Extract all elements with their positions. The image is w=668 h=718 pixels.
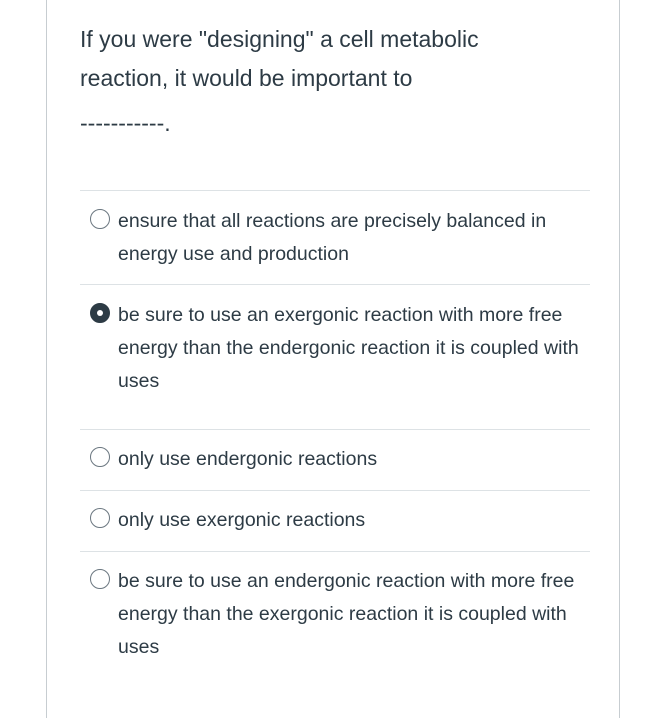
- answer-label: be sure to use an exergonic reaction with more free energy than the endergonic reaction it is coupled with uses: [118, 304, 579, 392]
- answer-option-2[interactable]: [80, 284, 590, 429]
- answer-label: be sure to use an endergonic reaction with more free energy than the exergonic reaction it is coupled with uses: [118, 570, 575, 658]
- answer-option-5[interactable]: [80, 551, 590, 681]
- answer-label: only use endergonic reactions: [118, 448, 378, 470]
- radio-unchecked-icon[interactable]: [90, 508, 110, 528]
- answer-option-1[interactable]: [80, 190, 590, 284]
- radio-unchecked-icon[interactable]: [90, 569, 110, 589]
- radio-unchecked-icon[interactable]: [90, 209, 110, 229]
- answer-label: only use exergonic reactions: [118, 509, 366, 531]
- answer-option-3[interactable]: [80, 429, 590, 490]
- question-line: If you were "designing" a cell metabolic: [80, 26, 479, 52]
- question-card: [46, 0, 620, 718]
- answer-label: ensure that all reactions are precisely balanced in energy use and production: [118, 210, 547, 265]
- answer-option-4[interactable]: [80, 490, 590, 551]
- question-line: reaction, it would be important to: [80, 65, 413, 91]
- answer-list: [80, 190, 590, 681]
- radio-unchecked-icon[interactable]: [90, 447, 110, 467]
- answer-blank: -----------.: [80, 110, 171, 136]
- question-text: [80, 20, 560, 143]
- radio-checked-icon[interactable]: [90, 303, 110, 323]
